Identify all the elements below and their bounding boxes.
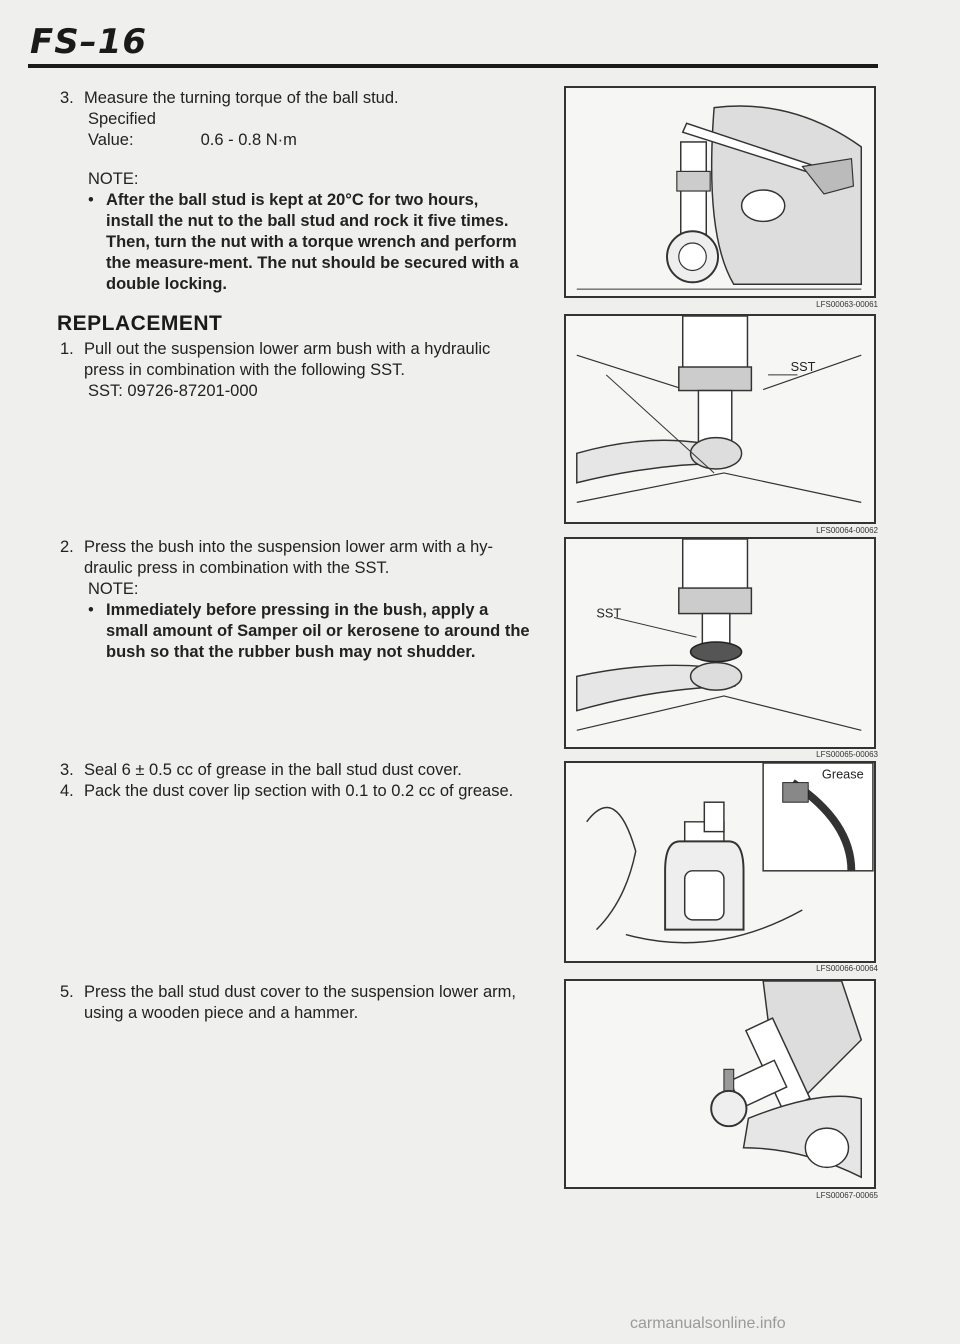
step-number: 2.: [60, 538, 74, 556]
note-list: [60, 190, 530, 295]
replacement-step-3-4: [60, 760, 530, 802]
step-number: 3.: [60, 761, 74, 779]
note-item: • Immediately before pressing in the bush, apply a small amount of Samper oil or kerosene to around the bush so that the rubber bush may not shudder.: [106, 600, 530, 663]
note-list: [60, 600, 530, 663]
press-removal-illustration: [566, 316, 874, 522]
section-heading: REPLACEMENT: [57, 312, 223, 335]
step-number: 3.: [60, 89, 74, 107]
figure-code: LFS00066-00064: [816, 964, 878, 973]
watermark: carmanualsonline.info: [630, 1315, 786, 1332]
page-title: FS–16: [30, 22, 148, 62]
sst-number: SST: 09726-87201-000: [88, 382, 258, 400]
figure-code: LFS00063-00061: [816, 300, 878, 309]
step-text: Pack the dust cover lip section with 0.1 to 0.2 cc of grease.: [84, 782, 514, 800]
step-text: Seal 6 ± 0.5 cc of grease in the ball stud dust cover.: [84, 761, 462, 779]
figure-code: LFS00064-00062: [816, 526, 878, 535]
header-rule: [28, 64, 878, 68]
step-text: Press the bush into the suspension lower arm with a hy-draulic press in combination with the SST.: [84, 538, 494, 577]
figure-label-sst: SST: [790, 358, 816, 374]
note-label: NOTE:: [88, 580, 139, 598]
step-number: 1.: [60, 340, 74, 358]
ball-stud-torque-illustration: [566, 88, 874, 296]
replacement-step-5: [60, 982, 530, 1024]
hammer-illustration: [566, 981, 874, 1187]
figure-bush-removal: [564, 314, 876, 524]
step-text: Press the ball stud dust cover to the suspension lower arm, using a wooden piece and a hammer.: [84, 983, 516, 1022]
note-item: • After the ball stud is kept at 20°C for two hours, install the nut to the ball stud and rock it five times. Then, turn the nut with a torque wrench and perform the measure-ment. The nut should be secured with a double locking.: [106, 190, 530, 295]
note-label: NOTE:: [88, 170, 139, 188]
step-text: Measure the turning torque of the ball stud.: [84, 89, 399, 107]
spec-row: [60, 109, 530, 151]
press-installation-illustration: [566, 539, 874, 747]
spec-value: 0.6 - 0.8 N·m: [200, 131, 297, 149]
replacement-step-1: [60, 339, 530, 402]
figure-bush-installation: [564, 537, 876, 749]
step-text: Pull out the suspension lower arm bush with a hydraulic press in combination with the following SST.: [84, 340, 491, 379]
figure-code: LFS00065-00063: [816, 750, 878, 759]
figure-label-grease: Grease: [821, 766, 864, 782]
step-number: 5.: [60, 983, 74, 1001]
figure-code: LFS00067-00065: [816, 1191, 878, 1200]
replacement-step-2: [60, 537, 530, 663]
spec-label: Specified Value:: [88, 110, 156, 149]
figure-dust-cover-grease: [564, 761, 876, 963]
figure-label-sst: SST: [596, 605, 622, 621]
step-number: 4.: [60, 782, 74, 800]
torque-step: [60, 88, 530, 295]
figure-torque-measurement: [564, 86, 876, 298]
dust-cover-illustration: [566, 763, 874, 961]
figure-dust-cover-press: [564, 979, 876, 1189]
